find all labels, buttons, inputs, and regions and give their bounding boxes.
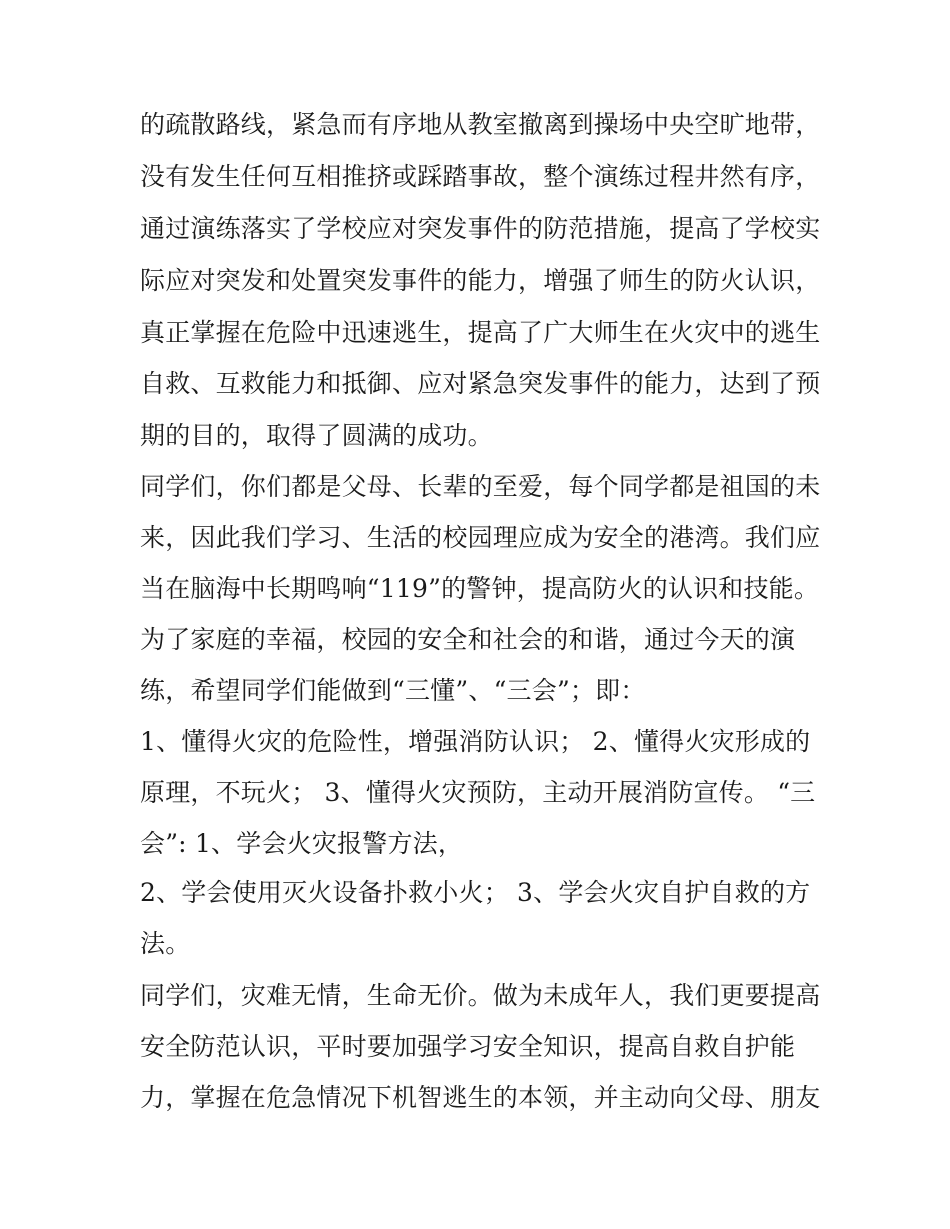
text-line: 安全防范认识，平时要加强学习安全知识，提高自救自护能 <box>140 1032 796 1061</box>
text-line: 没有发生任何互相推挤或踩踏事故，整个演练过程井然有序， <box>140 162 821 191</box>
text-line: 原理，不玩火； 3、懂得火灾预防，主动开展消防宣传。 “三 <box>140 778 816 807</box>
text-line: 通过演练落实了学校应对突发事件的防范措施，提高了学校实 <box>140 214 821 243</box>
text-line: 力，掌握在危急情况下机智逃生的本领，并主动向父母、朋友 <box>140 1083 821 1112</box>
text-line: 练，希望同学们能做到“三懂”、“三会”；即： <box>140 676 646 705</box>
text-line: 会”: 1、学会火灾报警方法， <box>140 829 464 858</box>
text-line: 自救、互救能力和抵御、应对紧急突发事件的能力，达到了预 <box>140 369 821 398</box>
text-line: 际应对突发和处置突发事件的能力，增强了师生的防火认识， <box>140 266 821 295</box>
text-line: 来，因此我们学习、生活的校园理应成为安全的港湾。我们应 <box>140 523 821 552</box>
text-line: 期的目的，取得了圆满的成功。 <box>140 421 493 450</box>
text-line: 真正掌握在危险中迅速逃生，提高了广大师生在火灾中的逃生 <box>140 318 821 347</box>
text-line: 的疏散路线，紧急而有序地从教室撤离到操场中央空旷地带， <box>140 110 821 139</box>
text-line: 法。 <box>140 929 191 958</box>
text-line: 同学们，灾难无情，生命无价。做为未成年人，我们更要提高 <box>140 981 821 1010</box>
text-line: 同学们，你们都是父母、长辈的至爱，每个同学都是祖国的未 <box>140 472 821 501</box>
text-line: 为了家庭的幸福，校园的安全和社会的和谐，通过今天的演 <box>140 625 796 654</box>
text-line: 当在脑海中长期鸣响“119”的警钟，提高防火的认识和技能。 <box>140 574 820 603</box>
text-line: 1、懂得火灾的危险性，增强消防认识； 2、懂得火灾形成的 <box>140 727 811 756</box>
text-line: 2、学会使用灭火设备扑救小火； 3、学会火灾自护自救的方 <box>140 878 811 907</box>
